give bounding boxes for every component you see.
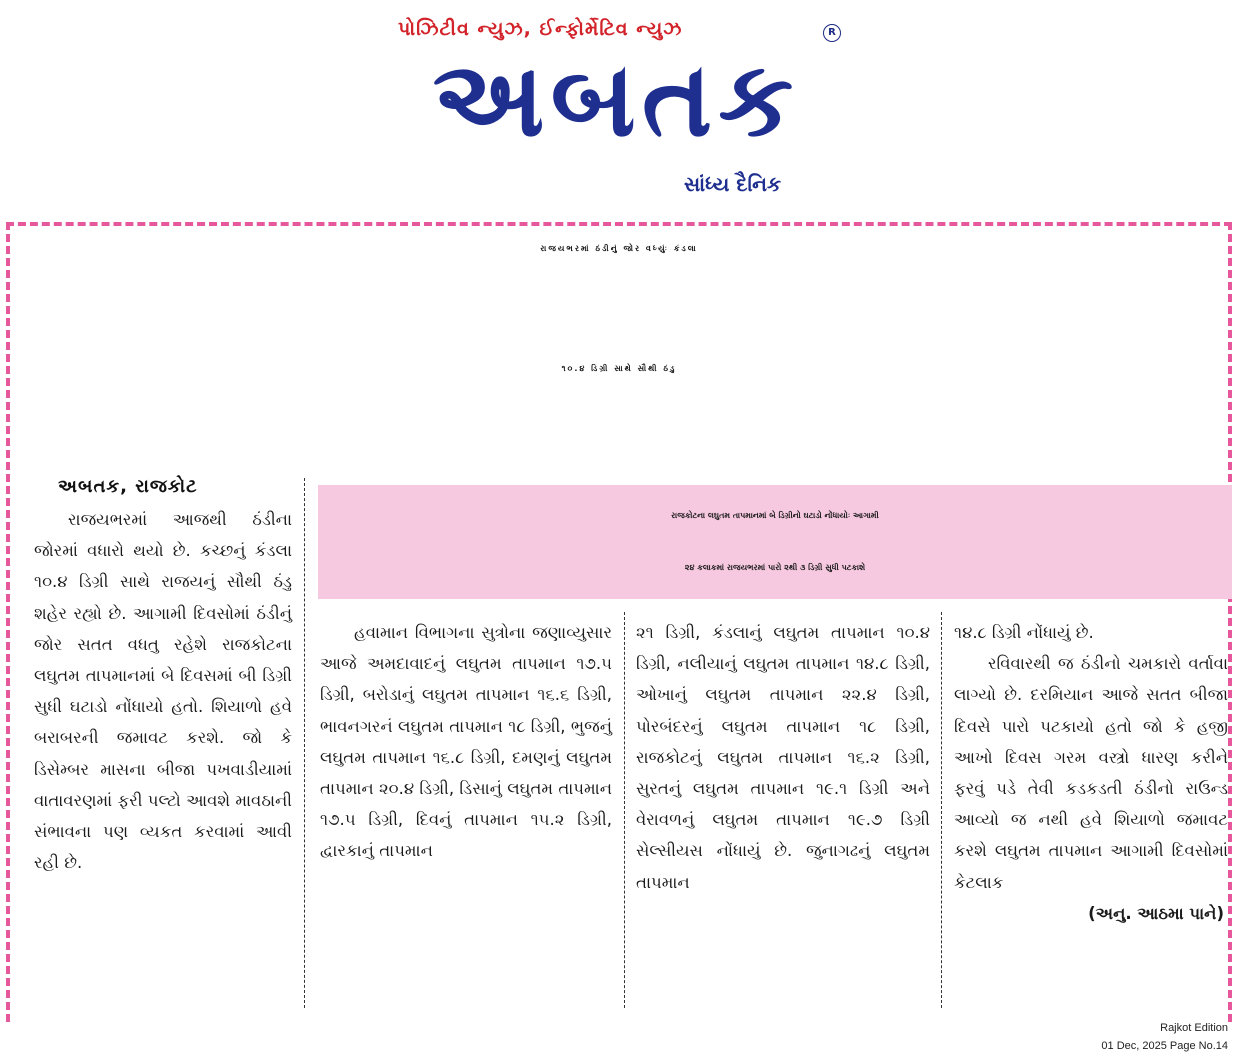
article-column-1 (34, 504, 292, 878)
edition-type-label: સાંધ્ય દૈનિક (684, 172, 782, 196)
newspaper-logo: અબતક (432, 38, 800, 160)
sub-headline-line-1: રાજકોટના લઘુતમ તાપમાનમાં બે ડિગ્રીનો ઘટાડો નોંધાયોઃ આગામી (671, 511, 879, 520)
column-divider (941, 612, 942, 1008)
column-1-text: રાજયભરમાં આજથી ઠંડીના જોરમાં વધારો થયો છે. કચ્છનું કંડલા ૧૦.૪ ડિગ્રી સાથે રાજયનું સૌથી ઠંડુ શહેર રહ્યો છે. આગામી દિવસોમાં ઠંડીનું જોર સતત વધતુ રહેશે રાજકોટના લઘુતમ તાપમાનમાં બે દિવસમાં બી ડિગ્રી સુધી ઘટાડો નોંધાયો હતો. શિયાળો હવે બરાબરની જમાવટ કરશે. જો કે ડિસેમ્બર માસના બીજા પખવાડીયામાં વાતાવરણમાં ફરી પલ્ટો આવશે માવઠાની સંભાવના પણ વ્યકત કરવામાં આવી રહી છે. (34, 510, 292, 873)
column-3-text: ૨૧ ડિગ્રી, કંડલાનું લઘુતમ તાપમાન ૧૦.૪ ડિગ્રી, નલીયાનું લઘુતમ તાપમાન ૧૪.૮ ડિગ્રી, ઓખાનું લઘુતમ તાપમાન ૨૨.૪ ડિગ્રી, પોરબંદરનું લઘુતમ તાપમાન ૧૮ ડિગ્રી, રાજકોટનું લઘુતમ તાપમાન ૧૬.૨ ડિગ્રી, સુરતનું લઘુતમ તાપમાન ૧૯.૧ ડિગ્રી અને વેરાવળનું લઘુતમ તાપમાન ૧૯.૭ ડિગ્રી સેલ્સીયસ નોંધાયું છે. જુનાગઢનું લઘુતમ તાપમાન (636, 623, 930, 892)
article-column-4 (954, 617, 1228, 929)
masthead-tagline: પોઝિટીવ ન્યુઝ, ઈન્ફોર્મેટિવ ન્યુઝ (398, 18, 683, 40)
column-divider (624, 612, 625, 1008)
headline-line-2: ૧૦.૪ ડિગ્રી સાથે સૌથી ઠંડુ (561, 364, 677, 373)
registered-trademark-icon: R (823, 24, 841, 42)
headline-line-1: રાજયભરમાં ઠંડીનું જોર વધ્યુંઃ કંડલા (540, 244, 698, 253)
continuation-note: (અનુ. આઠમા પાને) (1088, 903, 1224, 923)
masthead (0, 0, 1238, 210)
column-divider (304, 478, 305, 1008)
dateline: અબતક, રાજકોટ (58, 476, 198, 497)
sub-headline-box (318, 485, 1232, 599)
sub-headline-line-2: ૨૪ કલાકમાં રાજયભરમાં પારો ૨થી ૩ ડિગ્રી સુધી પટકાશે (684, 563, 866, 572)
article-column-3 (636, 617, 930, 898)
column-4-paragraph-2: રવિવારથી જ ઠંડીનો ચમકારો વર્તાવા લાગ્યો છે. દરમિયાન આજે સતત બીજા દિવસે પારો પટકાયો હતો જો કે હજી આખો દિવસ ગરમ વસ્ત્રો ધારણ કરીને ફરવું પડે તેવી કડકડતી ઠંડીનો રાઉન્ડ આવ્યો જ નથી હવે શિયાળો જમાવટ કરશે લઘુતમ તાપમાન આગામી દિવસોમાં કેટલાક (954, 654, 1228, 892)
footer-edition: Rajkot Edition (1160, 1022, 1228, 1034)
column-2-text: હવામાન વિભાગના સુત્રોના જણાવ્યુસાર આજે અમદાવાદનું લઘુતમ તાપમાન ૧૭.૫ ડિગ્રી, બરોડાનું લઘુતમ તાપમાન ૧૬.૬ ડિગ્રી, ભાવનગરનં લઘુતમ તાપમાન ૧૮ ડિગ્રી, ભુજનું લઘુતમ તાપમાન ૧૬.૮ ડિગ્રી, દમણનું લઘુતમ તાપમાન ૨૦.૪ ડિગ્રી, ડિસાનું લઘુતમ તાપમાન ૧૭.૫ ડિગ્રી, દિવનું તાપમાન ૧૫.૨ ડિગ્રી, દ્વારકાનું તાપમાન (320, 623, 612, 861)
footer-date-page: 01 Dec, 2025 Page No.14 (1101, 1040, 1228, 1052)
column-4-paragraph-1: ૧૪.૮ ડિગ્રી નોંધાયું છે. (954, 623, 1094, 642)
article-column-2 (320, 617, 612, 867)
